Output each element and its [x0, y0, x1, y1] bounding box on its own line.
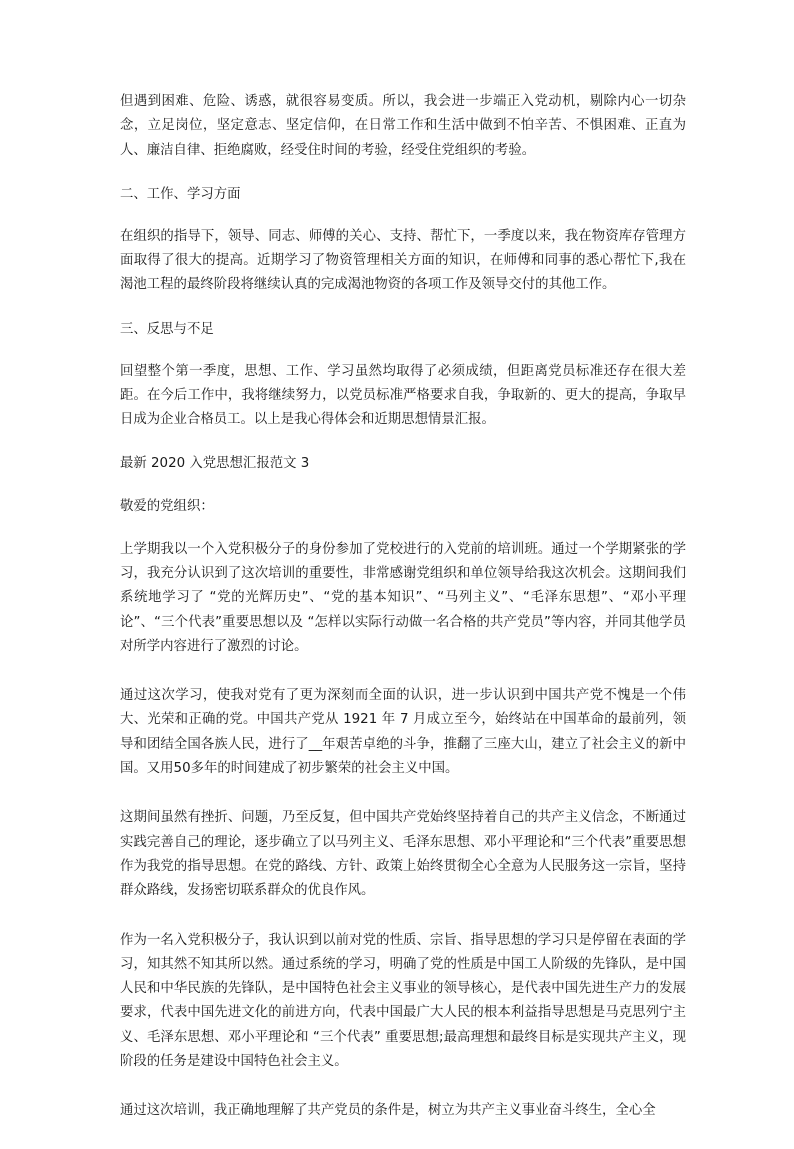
greeting: 敬爱的党组织： [120, 498, 214, 514]
paragraph: 这期间虽然有挫折、问题，乃至反复，但中国共产党始终坚持着自己的共产主义信念，不断通过实践完善自己的理论，逐步确立了以马列主义、毛泽东思想、邓小平理论和“三个代表”重要思想作为我党的指导思想。在党的路线、方针、政策上始终贯彻全心全意为人民服务这一宗旨，坚持群众路线，发扬密切联系群众的优良作风。 [120, 810, 686, 899]
paragraph: 但遇到困难、危险、诱惑，就很容易变质。所以，我会进一步端正入党动机，剔除内心一切杂念，立足岗位，坚定意志、坚定信仰，在日常工作和生活中做到不怕辛苦、不惧困难、正直为人、廉洁自律、拒绝腐败，经受住时间的考验，经受住党组织的考验。 [120, 94, 686, 158]
paragraph: 上学期我以一个入党积极分子的身份参加了党校进行的入党前的培训班。通过一个学期紧张的学习，我充分认识到了这次培训的重要性，非常感谢党组织和单位领导给我这次机会。这期间我们系统地学习了 “党的光辉历史”、“党的基本知识”、“马列主义”、“毛泽东思想”、“邓小平理论”、“三个代表”重要思想以及 “怎样以实际行动做一名合格的共产党员”等内容，并同其他学员对所学内容进行了激烈的讨论。 [120, 541, 686, 654]
paragraph: 作为一名入党积极分子，我认识到以前对党的性质、宗旨、指导思想的学习只是停留在表面的学习，知其然不知其所以然。通过系统的学习，明确了党的性质是中国工人阶级的先锋队，是中国人民和中华民族的先锋队，是中国特色社会主义事业的领导核心，是代表中国先进生产力的发展要求，代表中国先进文化的前进方向，代表中国最广大人民的根本利益指导思想是马克思列宁主义、毛泽东思想、邓小平理论和 “三个代表” 重要思想;最高理想和最终目标是实现共产主义，现阶段的任务是建设中国特色社会主义。 [120, 932, 686, 1070]
section-heading: 二、工作、学习方面 [120, 186, 241, 202]
document-page [120, 90, 686, 1149]
article-title: 最新 2020 入党思想汇报范文 3 [120, 455, 310, 471]
paragraph: 在组织的指导下，领导、同志、师傅的关心、支持、帮忙下，一季度以来，我在物资库存管理方面取得了很大的提高。近期学习了物资管理相关方面的知识，在师傅和同事的悉心帮忙下,我在渴池工程的最终阶段将继续认真的完成渴池物资的各项工作及领导交付的其他工作。 [120, 228, 686, 293]
paragraph: 通过这次学习，使我对党有了更为深刻而全面的认识，进一步认识到中国共产党不愧是一个伟大、光荣和正确的党。中国共产党从 1921 年 7 月成立至今，始终站在中国革命的最前列，领导和团结全国各族人民，进行了__年艰苦卓绝的斗争，推翻了三座大山，建立了社会主义的新中国。又用50多年的时间建成了初步繁荣的社会主义中国。 [120, 688, 686, 777]
paragraph: 通过这次培训，我正确地理解了共产党员的条件是，树立为共产主义事业奋斗终生，全心全 [120, 1103, 656, 1119]
paragraph: 回望整个第一季度，思想、工作、学习虽然均取得了必须成绩，但距离党员标准还存在很大差距。在今后工作中，我将继续努力，以党员标准严格要求自我，争取新的、更大的提高，争取早日成为企业合格员工。以上是我心得体会和近期思想情景汇报。 [120, 363, 686, 428]
section-heading: 三、反思与不足 [120, 321, 214, 337]
